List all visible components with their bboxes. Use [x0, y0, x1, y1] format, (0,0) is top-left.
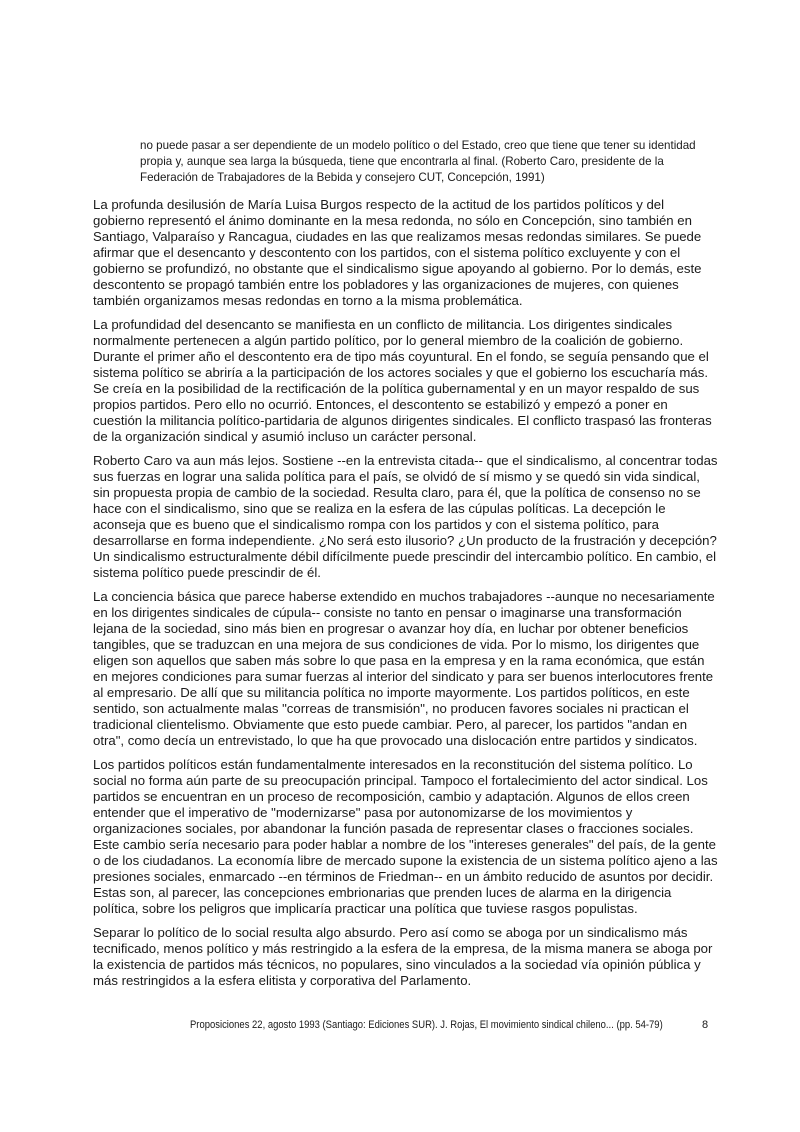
page-number: 8	[702, 1019, 709, 1031]
page-footer-citation: Proposiciones 22, agosto 1993 (Santiago: Ediciones SUR). J. Rojas, El movimiento sindical chileno... (pp. 54-79)	[190, 1019, 663, 1031]
paragraph-5: Los partidos políticos están fundamentalmente interesados en la reconstitución del sistema político. Lo social no forma aún parte de su preocupación principal. Tampoco el fortalecimiento del actor sindical. Los partidos se encuentran en un proceso de recomposición, cambio y adaptación. Algunos de ellos creen entender que el imperativo de "modernizarse" pasa por autonomizarse de los movimientos y organizaciones sociales, por abandonar la función pasada de representar clases o fracciones sociales. Este cambio sería necesario para poder hablar a nombre de los "intereses generales" del país, de la gente o de los ciudadanos. La economía libre de mercado supone la existencia de un sistema político ajeno a las presiones sociales, enmarcado --en términos de Friedman-- en un ámbito reducido de asuntos por decidir. Estas son, al parecer, las concepciones embrionarias que prenden luces de alarma en la dirigencia política, sobre los peligros que implicaría practicar una política que tuviese rasgos populistas.	[93, 757, 718, 916]
block-quote: no puede pasar a ser dependiente de un modelo político o del Estado, creo que tiene que tener su identidad propia y, aunque sea larga la búsqueda, tiene que encontrarla al final. (Roberto Caro, presidente de la Federación de Trabajadores de la Bebida y consejero CUT, Concepción, 1991)	[140, 139, 696, 184]
paragraph-3: Roberto Caro va aun más lejos. Sostiene --en la entrevista citada-- que el sindicalismo, al concentrar todas sus fuerzas en lograr una salida política para el país, se olvidó de sí mismo y se quedó sin vida sindical, sin propuesta propia de cambio de la sociedad. Resulta claro, para él, que la política de consenso no se hace con el sindicalismo, sino que se realiza en la esfera de las cúpulas políticas. La decepción le aconseja que es bueno que el sindicalismo rompa con los partidos y con el sistema político, para desarrollarse en forma independiente. ¿No será esto ilusorio? ¿Un producto de la frustración y decepción? Un sindicalismo estructuralmente débil difícilmente puede prescindir del intercambio político. En cambio, el sistema político puede prescindir de él.	[93, 453, 718, 580]
paragraph-4: La conciencia básica que parece haberse extendido en muchos trabajadores --aunque no necesariamente en los dirigentes sindicales de cúpula-- consiste no tanto en pensar o imaginarse una transformación lejana de la sociedad, sino más bien en progresar o avanzar hoy día, en luchar por obtener beneficios tangibles, que se traduzcan en una mejora de sus condiciones de vida. Por lo mismo, los dirigentes que eligen son aquellos que saben más sobre lo que pasa en la empresa y en la rama económica, que están en mejores condiciones para sumar fuerzas al interior del sindicato y para ser buenos interlocutores frente al empresario. De allí que su militancia política no importe mayormente. Los partidos políticos, en este sentido, son actualmente malas "correas de transmisión", no producen favores sociales ni practican el tradicional clientelismo. Obviamente que esto puede cambiar. Pero, al parecer, los partidos "andan en otra", como decía un entrevistado, lo que ha que provocado una dislocación entre partidos y sindicatos.	[93, 589, 715, 748]
paragraph-6: Separar lo político de lo social resulta algo absurdo. Pero así como se aboga por un sindicalismo más tecnificado, menos político y más restringido a la esfera de la empresa, de la misma manera se aboga por la existencia de partidos más técnicos, no populares, sino vinculados a la sociedad vía opinión pública y más restringidos a la esfera elitista y corporativa del Parlamento.	[93, 925, 713, 988]
paragraph-2: La profundidad del desencanto se manifiesta en un conflicto de militancia. Los dirigentes sindicales normalmente pertenecen a algún partido político, por lo general miembro de la coalición de gobierno. Durante el primer año el descontento era de tipo más coyuntural. En el fondo, se seguía pensando que el sistema político se abriría a la participación de los actores sociales y que el gobierno los escucharía más. Se creía en la posibilidad de la rectificación de la política gubernamental y en un mayor respaldo de sus propios partidos. Pero ello no ocurrió. Entonces, el descontento se estabilizó y empezó a poner en cuestión la militancia político-partidaria de algunos dirigentes sindicales. El conflicto traspasó las fronteras de la organización sindical y asumió incluso un carácter personal.	[93, 317, 712, 444]
paragraph-1: La profunda desilusión de María Luisa Burgos respecto de la actitud de los partidos políticos y del gobierno representó el ánimo dominante en la mesa redonda, no sólo en Concepción, sino también en Santiago, Valparaíso y Rancagua, ciudades en las que realizamos mesas redondas similares. Se puede afirmar que el desencanto y descontento con los partidos, con el sistema político excluyente y con el gobierno se profundizó, no obstante que el sindicalismo sigue apoyando al gobierno. Por lo demás, este descontento se propagó también entre los pobladores y las organizaciones de mujeres, con quienes también organizamos mesas redondas en torno a la misma problemática.	[93, 197, 702, 308]
body-text	[93, 197, 719, 997]
